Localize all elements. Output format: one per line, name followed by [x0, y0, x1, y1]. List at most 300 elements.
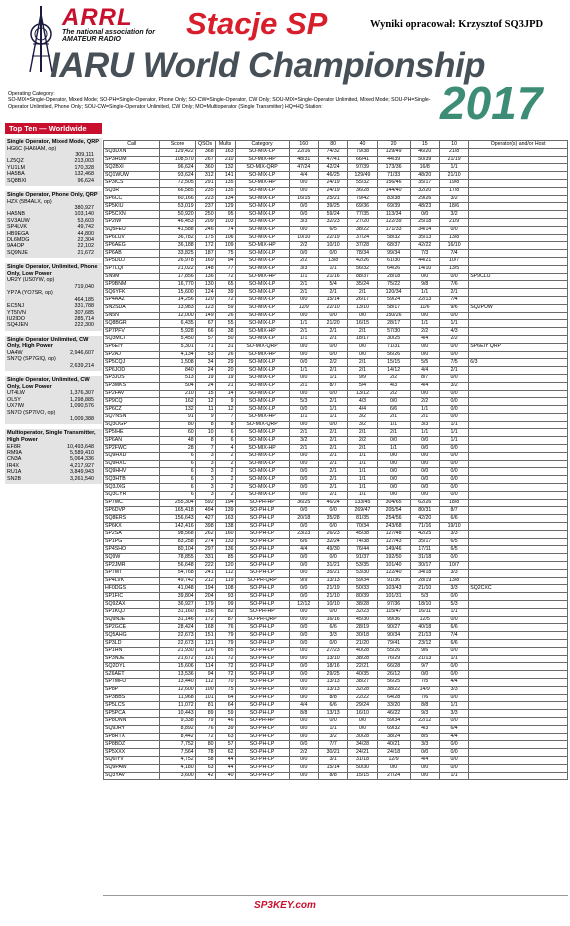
table-cell: 0/0: [289, 460, 318, 468]
table-cell: 26: [215, 351, 235, 359]
table-cell: 138: [215, 523, 235, 531]
table-cell: 64: [215, 702, 235, 710]
table-cell: 223: [195, 195, 215, 203]
table-cell: SO-PH-LP: [235, 640, 289, 648]
table-cell: 0/0: [439, 741, 468, 749]
table-cell: 79: [215, 640, 235, 648]
table-cell: 0/0: [439, 764, 468, 772]
table-cell: 4/4: [410, 382, 439, 390]
table-cell: [469, 764, 568, 772]
table-cell: 2/1: [318, 367, 347, 375]
table-cell: 21/9: [439, 218, 468, 226]
table-cell: 38/28: [348, 655, 377, 663]
table-row: [104, 624, 568, 632]
table-cell: SO-MIX-LP: [235, 460, 289, 468]
table-cell: 24/19: [318, 187, 347, 195]
table-cell: 4/4: [289, 546, 318, 554]
table-cell: SP3HUM: [104, 156, 160, 164]
table-cell: 56/26: [377, 351, 410, 359]
table-cell: 2/1: [318, 289, 347, 297]
table-cell: 32/24: [318, 538, 347, 546]
table-cell: [469, 616, 568, 624]
table-cell: [469, 437, 568, 445]
table-cell: 1/1: [410, 320, 439, 328]
table-cell: 44: [215, 764, 235, 772]
table-cell: 2: [215, 468, 235, 476]
table-cell: [469, 663, 568, 671]
table-cell: 2/1: [289, 289, 318, 297]
entry-call: UA4W: [7, 349, 23, 356]
table-cell: 3: [195, 460, 215, 468]
table-cell: 3/3: [318, 632, 347, 640]
table-cell: [469, 468, 568, 476]
table-cell: SO-PH-LP: [235, 562, 289, 570]
table-row: [104, 562, 568, 570]
table-cell: 2: [215, 476, 235, 484]
table-cell: [469, 156, 568, 164]
table-cell: 2/2: [410, 328, 439, 336]
table-cell: 123: [195, 304, 215, 312]
table-row: [104, 733, 568, 741]
table-cell: 1/1: [439, 702, 468, 710]
table-cell: [469, 686, 568, 694]
entry-call: HB9EGA: [7, 230, 29, 237]
table-cell: 6/6: [289, 538, 318, 546]
table-cell: SP1HN: [104, 647, 160, 655]
table-cell: 14/10: [410, 265, 439, 273]
entry-score: 307,685: [74, 309, 94, 316]
table-cell: 28: [160, 445, 195, 453]
table-cell: SO-MIX-LP: [235, 203, 289, 211]
table-cell: SO-MIX-LP: [235, 187, 289, 195]
table-cell: 27/23: [318, 647, 347, 655]
table-cell: [469, 569, 568, 577]
table-cell: 0/0: [439, 374, 468, 382]
table-cell: 0/0: [439, 390, 468, 398]
table-cell: SO-MIX-LP: [235, 406, 289, 414]
table-cell: 26,978: [160, 257, 195, 265]
table-cell: 28/19: [410, 577, 439, 585]
table-cell: [469, 717, 568, 725]
table-cell: 7/6: [410, 694, 439, 702]
table-cell: SO-MIX-QRP: [235, 343, 289, 351]
entry-score: 1,090,576: [70, 403, 94, 410]
table-cell: 0/0: [348, 717, 377, 725]
table-cell: SO-PH-LP: [235, 702, 289, 710]
table-cell: 57: [195, 335, 215, 343]
table-cell: SO-MIX-LP: [235, 218, 289, 226]
table-cell: 1/1: [289, 367, 318, 375]
table-cell: 42/26: [348, 257, 377, 265]
table-cell: 21: [215, 382, 235, 390]
table-cell: 85: [215, 647, 235, 655]
table-cell: 68/37: [377, 242, 410, 250]
table-cell: [469, 460, 568, 468]
top-ten-entry: [7, 322, 100, 328]
table-cell: 58: [195, 756, 215, 764]
table-cell: 1/1: [439, 429, 468, 437]
table-cell: SO-MIX-HP: [235, 351, 289, 359]
table-cell: 59/24: [318, 211, 347, 219]
table-cell: 83,258: [160, 538, 195, 546]
table-cell: 160: [215, 530, 235, 538]
table-cell: SQ3DXN: [104, 148, 160, 156]
table-cell: 0/0: [289, 733, 318, 741]
table-cell: 3/2: [289, 437, 318, 445]
table-cell: SO-PH-QRP: [235, 577, 289, 585]
table-cell: 62/26: [410, 499, 439, 507]
table-cell: 28/19: [348, 624, 377, 632]
table-cell: 60,166: [160, 195, 195, 203]
table-cell: 26/23: [318, 530, 347, 538]
table-cell: 165,418: [160, 507, 195, 515]
table-row: [104, 616, 568, 624]
entry-score: 21,672: [77, 249, 94, 256]
table-cell: [469, 406, 568, 414]
table-cell: 8: [195, 421, 215, 429]
table-cell: 13/10: [348, 304, 377, 312]
table-cell: 504: [160, 382, 195, 390]
table-cell: 40: [215, 772, 235, 780]
table-cell: SQ8ERS: [104, 515, 160, 523]
table-cell: [469, 756, 568, 764]
table-cell: 0/0: [289, 772, 318, 780]
table-cell: 2/1: [318, 484, 347, 492]
table-cell: 2/1: [289, 429, 318, 437]
table-row: [104, 523, 568, 531]
top-ten-entry: [7, 178, 100, 184]
table-cell: 24: [195, 367, 215, 375]
entry-score: 49,742: [77, 224, 94, 231]
table-cell: 34: [195, 359, 215, 367]
table-cell: 312: [195, 172, 215, 180]
table-cell: 40/21: [377, 741, 410, 749]
table-cell: 192/50: [377, 554, 410, 562]
table-cell: 0/0: [318, 250, 347, 258]
table-row: [104, 484, 568, 492]
table-cell: 36/25: [289, 499, 318, 507]
table-cell: 1/1: [439, 320, 468, 328]
table-cell: 129: [215, 203, 235, 211]
table-cell: 13,440: [160, 678, 195, 686]
top-ten-group: [5, 429, 102, 484]
table-row: [104, 725, 568, 733]
table-cell: 0/0: [289, 507, 318, 515]
table-cell: 55/26: [377, 647, 410, 655]
table-cell: 0/0: [289, 250, 318, 258]
table-cell: 47/24: [289, 164, 318, 172]
table-row: [104, 226, 568, 234]
table-cell: 0/0: [289, 663, 318, 671]
table-row: [104, 320, 568, 328]
table-cell: 72: [215, 296, 235, 304]
table-cell: SO-MIX-LP: [235, 437, 289, 445]
table-cell: SO-PH-HP: [235, 717, 289, 725]
table-cell: SQ3CYR: [104, 491, 160, 499]
table-cell: 127/48: [377, 530, 410, 538]
table-cell: 0/0: [289, 640, 318, 648]
table-cell: 57: [215, 741, 235, 749]
table-cell: 6/3: [469, 359, 568, 367]
table-cell: SO-PH-LP: [235, 546, 289, 554]
table-cell: 19/10: [439, 523, 468, 531]
table-cell: 21,022: [160, 265, 195, 273]
table-cell: 1/1: [289, 413, 318, 421]
table-cell: 1/1: [289, 320, 318, 328]
table-cell: 59/34: [377, 717, 410, 725]
table-cell: SO-PH-LP: [235, 554, 289, 562]
table-cell: 21/10: [410, 585, 439, 593]
entry-score: 1,376,307: [70, 390, 94, 397]
table-cell: 2/1: [377, 429, 410, 437]
table-cell: 103: [215, 218, 235, 226]
table-cell: SQ3JXG: [104, 484, 160, 492]
table-cell: 210: [215, 156, 235, 164]
table-cell: SQ2DYL: [104, 663, 160, 671]
table-cell: 6: [215, 429, 235, 437]
table-cell: 13/13: [318, 686, 347, 694]
table-row: [104, 460, 568, 468]
table-cell: 22/22: [348, 694, 377, 702]
table-cell: 21/20: [318, 320, 347, 328]
table-cell: [469, 491, 568, 499]
table-cell: 5/4: [348, 382, 377, 390]
table-cell: 46,453: [160, 218, 195, 226]
table-cell: 18/17: [348, 335, 377, 343]
table-cell: 129/49: [377, 148, 410, 156]
table-cell: 3/1: [318, 756, 347, 764]
table-cell: 22,673: [160, 632, 195, 640]
entry-score: 3,849,943: [70, 469, 94, 476]
table-cell: 0/0: [439, 484, 468, 492]
table-cell: SQ7NSN: [104, 413, 160, 421]
table-cell: 2/1: [318, 398, 347, 406]
table-cell: [469, 523, 568, 531]
table-cell: 1/1: [410, 289, 439, 297]
table-cell: SQ9HXD: [104, 452, 160, 460]
entry-call: SN2B: [7, 475, 22, 482]
table-cell: SO-MIX-LP: [235, 367, 289, 375]
table-cell: 0/0: [439, 413, 468, 421]
table-cell: 494: [195, 507, 215, 515]
table-row: [104, 538, 568, 546]
table-cell: 222: [195, 562, 215, 570]
column-header: 80: [318, 141, 347, 149]
operating-category-label: Operating Category:: [8, 91, 55, 97]
entry-call: SN7Q (SP7GIQ, op): [7, 356, 56, 363]
table-cell: 0/0: [439, 312, 468, 320]
table-cell: 75: [215, 686, 235, 694]
table-cell: SQ9HHV: [104, 468, 160, 476]
table-cell: 0/0: [377, 460, 410, 468]
table-cell: 75/22: [377, 281, 410, 289]
table-cell: 6/6: [439, 624, 468, 632]
table-cell: [469, 148, 568, 156]
table-cell: 3/2: [439, 382, 468, 390]
table-row: [104, 647, 568, 655]
entry-score: 1,298,885: [70, 396, 94, 403]
table-cell: 19/8: [439, 179, 468, 187]
table-cell: 0/0: [439, 616, 468, 624]
table-cell: 0/0: [439, 671, 468, 679]
table-cell: 16/8: [410, 164, 439, 172]
table-cell: 2/1: [318, 429, 347, 437]
table-cell: 10/7: [439, 257, 468, 265]
table-cell: SQ9W: [104, 554, 160, 562]
table-cell: [469, 538, 568, 546]
entry-score: 4,217,927: [70, 462, 94, 469]
table-cell: 179: [195, 601, 215, 609]
table-cell: 1/1: [348, 491, 377, 499]
table-cell: 12: [215, 406, 235, 414]
table-cell: 7: [195, 445, 215, 453]
table-cell: 59/34: [348, 577, 377, 585]
table-cell: 9/7: [410, 663, 439, 671]
entry-score: 132,468: [74, 171, 94, 178]
table-cell: SO-MIX-LP: [235, 312, 289, 320]
table-cell: 8: [215, 421, 235, 429]
table-cell: 0/0: [348, 725, 377, 733]
table-cell: 4,134: [160, 351, 195, 359]
table-cell: 15: [195, 390, 215, 398]
table-cell: 0/0: [289, 569, 318, 577]
table-cell: 80: [195, 741, 215, 749]
entry-call: HZX (5B4ALX, op): [7, 198, 52, 205]
table-cell: 23/23: [289, 530, 318, 538]
table-cell: 29/26: [410, 195, 439, 203]
table-cell: SN2SDA: [104, 304, 160, 312]
table-cell: SP5LCS: [104, 702, 160, 710]
table-cell: 163: [215, 515, 235, 523]
table-cell: SO-MIX-LP: [235, 172, 289, 180]
table-cell: 74: [215, 226, 235, 234]
table-cell: 4/3: [377, 382, 410, 390]
table-row: [104, 710, 568, 718]
table-cell: 0/0: [410, 211, 439, 219]
arrl-logo-text: ARRL: [62, 4, 133, 31]
table-cell: 21/13: [410, 632, 439, 640]
results-table: [103, 140, 568, 780]
table-cell: 79: [215, 632, 235, 640]
column-header: Operator(s) and/or Host: [469, 141, 568, 149]
table-cell: [469, 741, 568, 749]
table-cell: 8/8: [289, 710, 318, 718]
table-cell: 0/0: [377, 437, 410, 445]
table-cell: 46/24: [318, 499, 347, 507]
table-cell: 149: [195, 312, 215, 320]
table-cell: 6/6: [318, 702, 347, 710]
table-row: [104, 772, 568, 780]
table-cell: 169: [195, 257, 215, 265]
table-cell: SO-MIX-LP: [235, 226, 289, 234]
table-cell: 24/21: [348, 749, 377, 757]
table-cell: 80/39: [348, 593, 377, 601]
table-cell: 241: [195, 569, 215, 577]
table-cell: 22/10: [318, 304, 347, 312]
table-cell: SQ9HXC: [104, 460, 160, 468]
table-cell: 70/34: [348, 523, 377, 531]
entry-score: 285,714: [74, 315, 94, 322]
table-cell: 360: [195, 164, 215, 172]
table-cell: 0/0: [289, 484, 318, 492]
table-cell: 0/0: [289, 671, 318, 679]
table-cell: SP7MFU: [104, 678, 160, 686]
table-cell: SO-MIX-HP: [235, 273, 289, 281]
table-cell: 75: [215, 250, 235, 258]
table-cell: 17,856: [160, 273, 195, 281]
entry-score: 222,300: [74, 322, 94, 329]
table-row: [104, 686, 568, 694]
table-cell: SO-MIX-HP: [235, 445, 289, 453]
table-cell: 72: [215, 671, 235, 679]
table-cell: 269/47: [348, 507, 377, 515]
table-cell: 304/65: [377, 499, 410, 507]
table-cell: 7/5: [439, 359, 468, 367]
table-cell: 19: [195, 374, 215, 382]
table-cell: SP4SHO: [104, 546, 160, 554]
table-cell: 132: [160, 406, 195, 414]
table-cell: 9: [195, 413, 215, 421]
table-cell: 0/0: [318, 343, 347, 351]
table-cell: 368: [195, 148, 215, 156]
table-cell: [469, 671, 568, 679]
entry-score: 22,304: [77, 237, 94, 244]
table-cell: 0/0: [410, 445, 439, 453]
table-cell: 16/10: [439, 242, 468, 250]
table-cell: SP3BBS: [104, 694, 160, 702]
table-cell: 16/15: [348, 320, 377, 328]
table-cell: 130: [195, 281, 215, 289]
table-cell: 55: [215, 320, 235, 328]
table-cell: 7/4: [439, 632, 468, 640]
table-cell: SP7PFV: [104, 328, 160, 336]
table-cell: 23/12: [410, 640, 439, 648]
table-cell: [469, 250, 568, 258]
table-cell: 0/0: [410, 312, 439, 320]
table-cell: SO-MIX-LP: [235, 234, 289, 242]
table-cell: 0/0: [377, 476, 410, 484]
table-cell: 3/3: [289, 265, 318, 273]
table-cell: [469, 374, 568, 382]
table-cell: 48: [160, 437, 195, 445]
table-cell: 2/1: [318, 437, 347, 445]
table-cell: 243/68: [377, 523, 410, 531]
table-cell: 2/1: [289, 281, 318, 289]
table-cell: SO-MIX-LP: [235, 304, 289, 312]
table-cell: 3/3: [410, 741, 439, 749]
table-cell: SP6AEG: [104, 242, 160, 250]
table-cell: 47/41: [318, 156, 347, 164]
column-header: 20: [377, 141, 410, 149]
table-row: [104, 585, 568, 593]
table-cell: 139: [215, 507, 235, 515]
table-row: [104, 234, 568, 242]
table-cell: 398: [195, 523, 215, 531]
table-cell: 3: [195, 476, 215, 484]
table-cell: 94: [195, 671, 215, 679]
table-cell: 0/0: [289, 179, 318, 187]
table-row: [104, 289, 568, 297]
table-cell: 10/7: [439, 562, 468, 570]
table-cell: [469, 452, 568, 460]
table-cell: 53/35: [348, 562, 377, 570]
table-cell: SO-MIX-LP: [235, 335, 289, 343]
table-cell: 8,442: [160, 733, 195, 741]
table-cell: SN5N: [104, 312, 160, 320]
table-cell: 255,304: [160, 499, 195, 507]
table-cell: 2/1: [348, 289, 377, 297]
table-cell: 39: [215, 725, 235, 733]
